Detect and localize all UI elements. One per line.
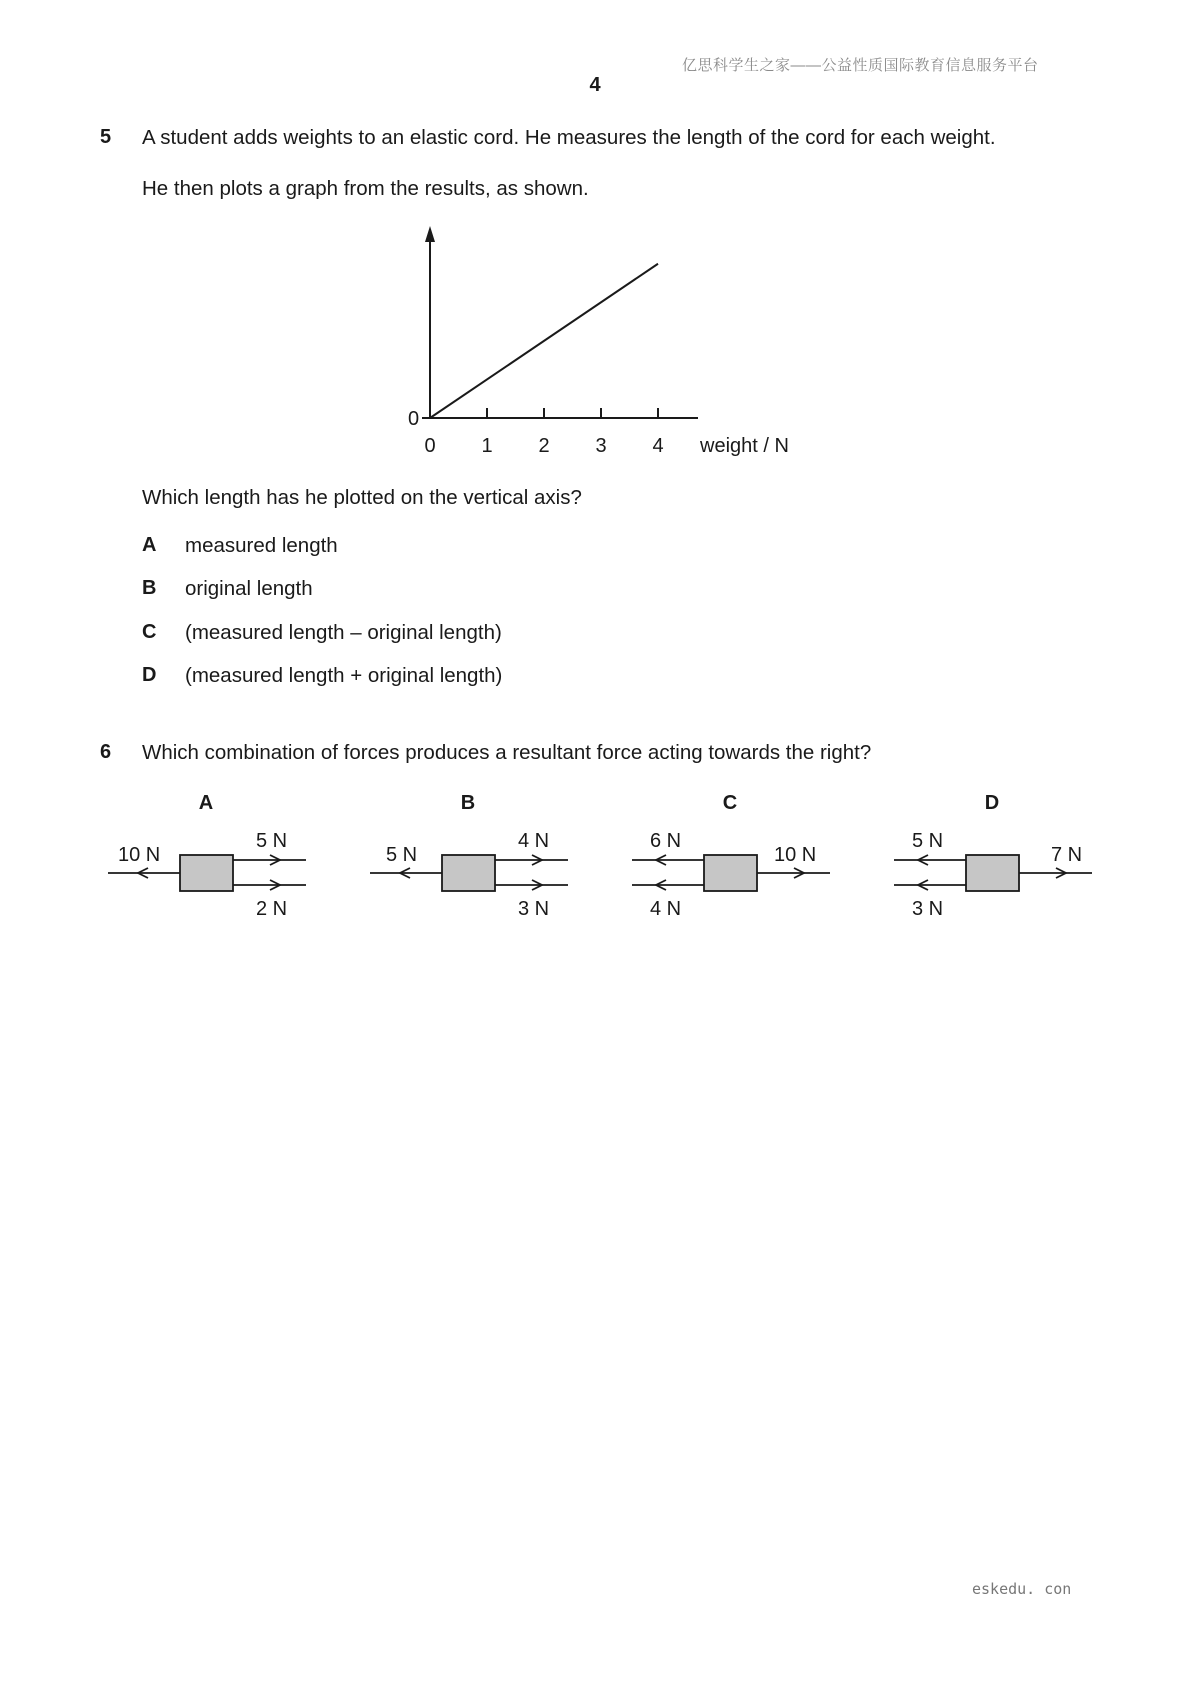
diagram-d-letter: D	[984, 792, 1000, 814]
diagram-a-block	[180, 855, 233, 891]
diagram-d-right-top-label: 7 N	[1051, 844, 1083, 866]
plot-line	[430, 264, 658, 418]
option-a-letter: A	[142, 534, 157, 556]
diagram-b-block	[442, 855, 495, 891]
diagram-c-left-top-label: 6 N	[650, 830, 682, 852]
diagram-d	[894, 792, 1092, 920]
y-axis-arrow	[425, 226, 435, 242]
diagram-c-left-bottom-label: 4 N	[650, 898, 682, 920]
question-5-text-1: A student adds weights to an elastic cord. He measures the length of the cord for each weight.	[142, 126, 996, 149]
option-c-letter: C	[142, 621, 157, 643]
diagram-d-left-bottom-label: 3 N	[912, 898, 944, 920]
diagram-b	[370, 792, 568, 920]
diagram-b-left-top-label: 5 N	[386, 844, 418, 866]
option-b-text: original length	[185, 577, 313, 600]
diagram-a-letter: A	[198, 792, 214, 814]
diagram-a	[108, 792, 306, 920]
x-axis-label: weight / N	[700, 435, 789, 457]
option-d-text: (measured length + original length)	[185, 664, 503, 687]
option-d-letter: D	[142, 664, 157, 686]
forces-diagrams	[100, 780, 1100, 920]
x-tick-label-1: 1	[481, 435, 493, 457]
question-5-text-2: He then plots a graph from the results, as shown.	[142, 177, 589, 200]
x-tick-label-3: 3	[595, 435, 607, 457]
y-zero-label: 0	[408, 408, 420, 430]
diagram-d-left-top-label: 5 N	[912, 830, 944, 852]
diagram-b-right-bottom-label: 3 N	[518, 898, 550, 920]
diagram-a-left-top-label: 10 N	[118, 844, 161, 866]
option-a-text: measured length	[185, 534, 338, 557]
diagram-c-letter: C	[722, 792, 738, 814]
length-weight-graph	[390, 222, 810, 462]
option-c-text: (measured length – original length)	[185, 621, 502, 644]
question-6-text: Which combination of forces produces a resultant force acting towards the right?	[142, 741, 872, 764]
question-5-prompt: Which length has he plotted on the vertical axis?	[142, 486, 582, 509]
x-tick-label-4: 4	[652, 435, 664, 457]
diagram-c-right-top-label: 10 N	[774, 844, 817, 866]
diagram-c-block	[704, 855, 757, 891]
question-6-number: 6	[100, 741, 112, 763]
footer-site: eskedu. con	[972, 1580, 1072, 1598]
x-tick-label-0: 0	[424, 435, 436, 457]
watermark: 亿思科学生之家——公益性质国际教育信息服务平台	[682, 57, 1039, 74]
diagram-d-block	[966, 855, 1019, 891]
question-5-number: 5	[100, 126, 112, 148]
diagram-b-letter: B	[460, 792, 476, 814]
option-b-letter: B	[142, 577, 157, 599]
x-tick-label-2: 2	[538, 435, 550, 457]
page-number: 4	[589, 74, 601, 96]
diagram-b-right-top-label: 4 N	[518, 830, 550, 852]
diagram-c	[632, 792, 830, 920]
diagram-a-right-bottom-label: 2 N	[256, 898, 288, 920]
diagram-a-right-top-label: 5 N	[256, 830, 288, 852]
